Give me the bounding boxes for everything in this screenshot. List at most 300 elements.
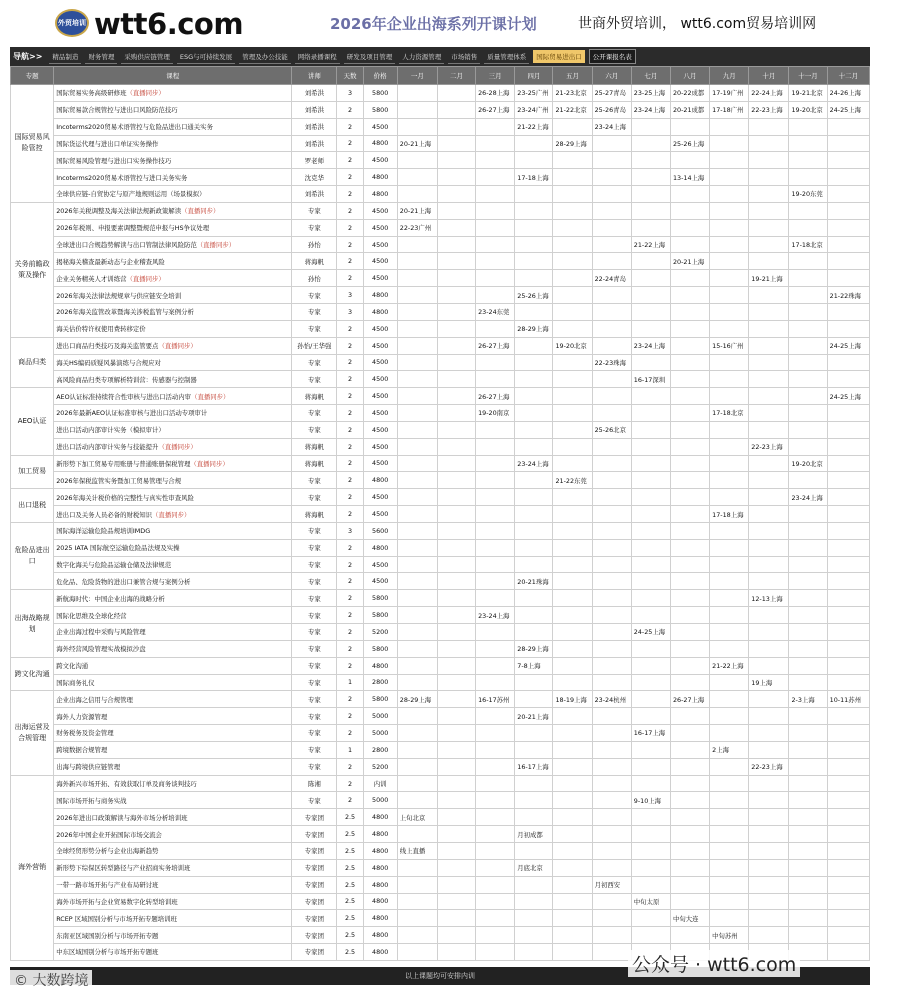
- schedule-cell[interactable]: 26-28上海: [476, 85, 515, 102]
- days-cell: 2: [337, 775, 363, 792]
- schedule-cell: [789, 775, 827, 792]
- schedule-cell[interactable]: 12-13上海: [749, 590, 789, 607]
- schedule-cell[interactable]: 21-23北京: [553, 85, 592, 102]
- schedule-cell: [437, 303, 475, 320]
- course-cell[interactable]: [54, 287, 292, 304]
- course-cell[interactable]: [54, 539, 292, 556]
- days-cell: 2: [337, 219, 363, 236]
- schedule-cell[interactable]: 24-26上海: [827, 85, 869, 102]
- topic-cell: 关务前瞻政策及操作: [11, 202, 54, 337]
- schedule-cell[interactable]: 2-3上海: [789, 691, 827, 708]
- lecturer-cell: 刘希洪: [292, 186, 337, 203]
- table-row: [11, 893, 870, 910]
- schedule-cell[interactable]: 21-22珠海: [827, 287, 869, 304]
- schedule-cell[interactable]: 20-21上海: [515, 708, 553, 725]
- col-header-jul: 七月: [631, 67, 670, 85]
- course-cell[interactable]: [54, 405, 292, 422]
- col-header-oct: 十月: [749, 67, 789, 85]
- schedule-cell: [437, 944, 475, 961]
- schedule-cell[interactable]: 月初西安: [592, 876, 631, 893]
- schedule-cell[interactable]: 22-24上海: [749, 85, 789, 102]
- course-cell[interactable]: [54, 842, 292, 859]
- schedule-cell: [789, 876, 827, 893]
- nav-item-hr[interactable]: 人力资源管理: [399, 50, 444, 64]
- schedule-cell[interactable]: 19-20东莞: [789, 186, 827, 203]
- schedule-cell[interactable]: 22-23上海: [749, 758, 789, 775]
- days-cell: 2: [337, 438, 363, 455]
- schedule-cell: [397, 489, 437, 506]
- schedule-cell[interactable]: 19-21北京: [789, 85, 827, 102]
- schedule-cell[interactable]: 10-11苏州: [827, 691, 869, 708]
- schedule-cell[interactable]: 2上海: [710, 741, 749, 758]
- schedule-cell[interactable]: 16-17深圳: [631, 371, 670, 388]
- schedule-cell: [553, 640, 592, 657]
- schedule-cell[interactable]: 24-25上海: [631, 624, 670, 641]
- course-cell[interactable]: [54, 826, 292, 843]
- schedule-cell[interactable]: 23-24上海: [476, 607, 515, 624]
- lecturer-cell: 专家: [292, 708, 337, 725]
- schedule-cell: [631, 472, 670, 489]
- nav-item-manufacturing[interactable]: 精品制造: [49, 50, 81, 64]
- schedule-cell: [437, 522, 475, 539]
- schedule-cell: [631, 590, 670, 607]
- schedule-cell: [592, 303, 631, 320]
- course-cell[interactable]: [54, 219, 292, 236]
- course-cell[interactable]: [54, 169, 292, 186]
- schedule-cell[interactable]: 19-20北京: [553, 337, 592, 354]
- course-cell[interactable]: [54, 522, 292, 539]
- schedule-cell[interactable]: 月初成都: [515, 826, 553, 843]
- course-cell[interactable]: [54, 657, 292, 674]
- course-cell[interactable]: [54, 741, 292, 758]
- course-cell[interactable]: [54, 236, 292, 253]
- course-cell[interactable]: [54, 624, 292, 641]
- course-cell[interactable]: [54, 455, 292, 472]
- schedule-cell[interactable]: 26-27上海: [476, 337, 515, 354]
- schedule-cell[interactable]: 25-27青岛: [592, 85, 631, 102]
- schedule-cell: [670, 826, 709, 843]
- course-name: 跨文化沟通: [56, 662, 89, 671]
- course-cell[interactable]: [54, 101, 292, 118]
- topic-cell: 商品归类: [11, 337, 54, 388]
- schedule-cell: [437, 624, 475, 641]
- schedule-cell[interactable]: 17-18上海: [515, 169, 553, 186]
- course-name: RCEP 区域国别分析与市场开拓专题培训班: [56, 914, 177, 923]
- schedule-cell: [789, 303, 827, 320]
- schedule-cell[interactable]: 25-26上海: [515, 287, 553, 304]
- schedule-cell[interactable]: 17-18广州: [710, 101, 749, 118]
- live-tag: （直播同步）: [196, 241, 236, 250]
- schedule-cell: [827, 792, 869, 809]
- course-cell[interactable]: [54, 320, 292, 337]
- schedule-cell[interactable]: 月底北京: [515, 859, 553, 876]
- schedule-cell: [592, 169, 631, 186]
- table-row: [11, 792, 870, 809]
- schedule-cell: [437, 826, 475, 843]
- schedule-cell: [397, 371, 437, 388]
- course-name: 中东区域国别分析与市场开拓专题班: [56, 948, 159, 957]
- schedule-cell[interactable]: 23-24上海: [515, 455, 553, 472]
- course-name: 新形势下综保区转型路径与产业招商实务培训班: [56, 864, 191, 873]
- price-cell: 4500: [363, 371, 397, 388]
- course-cell[interactable]: [54, 725, 292, 742]
- schedule-cell[interactable]: 13-14上海: [670, 169, 709, 186]
- schedule-cell[interactable]: 19-20南京: [476, 405, 515, 422]
- course-cell[interactable]: [54, 354, 292, 371]
- schedule-cell: [631, 354, 670, 371]
- course-cell[interactable]: [54, 337, 292, 354]
- schedule-cell: [553, 792, 592, 809]
- schedule-cell[interactable]: 20-22成都: [670, 85, 709, 102]
- schedule-cell: [789, 758, 827, 775]
- schedule-cell: [476, 640, 515, 657]
- nav-item-online-courses[interactable]: 网络录播课程: [295, 50, 340, 64]
- schedule-cell: [397, 944, 437, 961]
- schedule-cell[interactable]: 21-22上海: [710, 657, 749, 674]
- table-row: [11, 910, 870, 927]
- schedule-cell[interactable]: 中旬苏州: [710, 927, 749, 944]
- days-cell: 2.5: [337, 826, 363, 843]
- course-cell[interactable]: [54, 708, 292, 725]
- schedule-cell: [592, 624, 631, 641]
- course-cell[interactable]: [54, 691, 292, 708]
- schedule-cell: [631, 859, 670, 876]
- schedule-cell: [515, 842, 553, 859]
- schedule-cell: [476, 421, 515, 438]
- schedule-cell[interactable]: 22-24青岛: [592, 270, 631, 287]
- nav-item-signup[interactable]: 公开课报名表: [589, 49, 636, 64]
- course-name: 企业关务精英人才训练营: [56, 274, 127, 283]
- schedule-cell: [553, 421, 592, 438]
- schedule-cell[interactable]: 9-10上海: [631, 792, 670, 809]
- schedule-cell: [553, 674, 592, 691]
- nav-item-office-skills[interactable]: 管理及办公技能: [239, 50, 291, 64]
- schedule-cell: [437, 859, 475, 876]
- schedule-cell[interactable]: 22-23上海: [749, 438, 789, 455]
- schedule-cell: [827, 320, 869, 337]
- course-cell[interactable]: [54, 590, 292, 607]
- schedule-cell[interactable]: 20-21上海: [397, 202, 437, 219]
- schedule-cell: [710, 421, 749, 438]
- table-row: [11, 741, 870, 758]
- course-cell[interactable]: [54, 371, 292, 388]
- course-cell[interactable]: [54, 809, 292, 826]
- schedule-cell: [437, 573, 475, 590]
- schedule-cell: [670, 741, 709, 758]
- schedule-cell[interactable]: 上旬北京: [397, 809, 437, 826]
- course-name: 2026年税则、申报要素调整暨规范申报与HS争议处理: [56, 224, 210, 233]
- course-cell[interactable]: [54, 472, 292, 489]
- schedule-cell: [670, 472, 709, 489]
- nav-item-finance[interactable]: 财务管理: [85, 50, 117, 64]
- live-tag: （直播同步）: [152, 510, 191, 519]
- schedule-cell: [749, 169, 789, 186]
- table-row: [11, 472, 870, 489]
- course-cell[interactable]: [54, 893, 292, 910]
- col-header-feb: 二月: [437, 67, 475, 85]
- course-cell[interactable]: [54, 85, 292, 102]
- schedule-cell[interactable]: 15-16广州: [710, 337, 749, 354]
- course-cell[interactable]: [54, 118, 292, 135]
- course-cell[interactable]: [54, 556, 292, 573]
- schedule-cell[interactable]: 19-21上海: [749, 270, 789, 287]
- schedule-cell: [476, 674, 515, 691]
- table-row: [11, 405, 870, 422]
- schedule-cell: [631, 910, 670, 927]
- course-cell[interactable]: [54, 303, 292, 320]
- table-row: [11, 287, 870, 304]
- schedule-cell[interactable]: 28-29上海: [515, 640, 553, 657]
- schedule-cell[interactable]: 28-29上海: [397, 691, 437, 708]
- schedule-cell[interactable]: 7-8上海: [515, 657, 553, 674]
- course-cell[interactable]: [54, 910, 292, 927]
- schedule-cell: [710, 876, 749, 893]
- price-cell: 4500: [363, 556, 397, 573]
- schedule-cell: [827, 219, 869, 236]
- schedule-cell[interactable]: 25-26青岛: [592, 101, 631, 118]
- schedule-cell: [789, 893, 827, 910]
- schedule-cell[interactable]: 23-24杭州: [592, 691, 631, 708]
- schedule-cell[interactable]: 17-18上海: [710, 506, 749, 523]
- days-cell: 3: [337, 287, 363, 304]
- schedule-cell[interactable]: 线上直播: [397, 842, 437, 859]
- schedule-cell: [437, 910, 475, 927]
- schedule-cell[interactable]: 23-24上海: [631, 337, 670, 354]
- schedule-cell: [553, 186, 592, 203]
- schedule-cell[interactable]: 26-27上海: [476, 388, 515, 405]
- schedule-cell[interactable]: 17-18北京: [789, 236, 827, 253]
- schedule-cell: [670, 859, 709, 876]
- schedule-cell[interactable]: 24-25上海: [827, 337, 869, 354]
- schedule-cell: [476, 792, 515, 809]
- schedule-cell[interactable]: 23-24上海: [592, 118, 631, 135]
- course-cell[interactable]: [54, 253, 292, 270]
- schedule-cell: [553, 826, 592, 843]
- nav-item-quality[interactable]: 质量管理体系: [484, 50, 529, 64]
- schedule-cell[interactable]: 18-19上海: [553, 691, 592, 708]
- schedule-cell[interactable]: 24-25上海: [827, 388, 869, 405]
- schedule-cell: [515, 270, 553, 287]
- schedule-cell: [710, 539, 749, 556]
- schedule-cell: [397, 708, 437, 725]
- schedule-cell: [749, 792, 789, 809]
- schedule-cell: [553, 152, 592, 169]
- schedule-cell[interactable]: 28-29上海: [515, 320, 553, 337]
- schedule-cell: [515, 624, 553, 641]
- course-name: Incoterms2020贸易术语管控与危险品进出口通关实务: [56, 123, 213, 132]
- schedule-cell[interactable]: 20-21成都: [670, 101, 709, 118]
- nav-home-label[interactable]: 导航>>: [13, 52, 43, 61]
- schedule-cell: [437, 135, 475, 152]
- days-cell: 2.5: [337, 859, 363, 876]
- col-header-days: 天数: [337, 67, 363, 85]
- schedule-cell[interactable]: 22-23上海: [749, 101, 789, 118]
- schedule-cell[interactable]: 25-26北京: [592, 421, 631, 438]
- live-tag: （直播同步）: [158, 342, 197, 351]
- nav-item-trade[interactable]: 国际贸易进出口: [533, 50, 585, 63]
- schedule-cell: [476, 876, 515, 893]
- schedule-cell[interactable]: 中旬太原: [631, 893, 670, 910]
- course-cell[interactable]: [54, 489, 292, 506]
- schedule-cell: [437, 186, 475, 203]
- schedule-cell: [437, 893, 475, 910]
- schedule-cell: [437, 236, 475, 253]
- course-cell[interactable]: [54, 859, 292, 876]
- schedule-cell[interactable]: 22-23广州: [397, 219, 437, 236]
- schedule-cell[interactable]: 21-22东莞: [553, 472, 592, 489]
- course-cell[interactable]: [54, 927, 292, 944]
- course-name: 2025 IATA 国际航空运输危险品法规及实操: [56, 544, 180, 553]
- schedule-cell[interactable]: 26-27上海: [476, 101, 515, 118]
- schedule-cell[interactable]: 23-24上海: [789, 489, 827, 506]
- schedule-cell: [670, 405, 709, 422]
- schedule-cell[interactable]: 19-20北京: [789, 101, 827, 118]
- schedule-cell: [670, 371, 709, 388]
- course-cell[interactable]: [54, 640, 292, 657]
- schedule-cell: [437, 337, 475, 354]
- schedule-cell[interactable]: 22-23珠海: [592, 354, 631, 371]
- nav-item-rnd[interactable]: 研发及项目管理: [344, 50, 396, 64]
- table-row: [11, 607, 870, 624]
- price-cell: 4500: [363, 320, 397, 337]
- schedule-cell[interactable]: 20-21上海: [397, 135, 437, 152]
- schedule-cell[interactable]: 20-21上海: [670, 253, 709, 270]
- schedule-cell[interactable]: 24-25上海: [827, 101, 869, 118]
- days-cell: 2: [337, 455, 363, 472]
- schedule-cell[interactable]: 中旬大连: [670, 910, 709, 927]
- price-cell: 4800: [363, 169, 397, 186]
- schedule-cell[interactable]: 16-17上海: [631, 725, 670, 742]
- schedule-cell: [789, 405, 827, 422]
- lecturer-cell: 专家: [292, 725, 337, 742]
- schedule-cell[interactable]: 23-25广州: [515, 85, 553, 102]
- schedule-cell: [749, 910, 789, 927]
- site-name[interactable]: wtt6.com: [94, 7, 244, 41]
- table-row: [11, 859, 870, 876]
- schedule-cell[interactable]: 19-20北京: [789, 455, 827, 472]
- schedule-cell[interactable]: 21-22北京: [553, 101, 592, 118]
- schedule-cell[interactable]: 16-17苏州: [476, 691, 515, 708]
- course-cell[interactable]: [54, 388, 292, 405]
- course-cell[interactable]: [54, 775, 292, 792]
- schedule-cell[interactable]: 23-25上海: [631, 85, 670, 102]
- schedule-cell[interactable]: 25-26上海: [670, 135, 709, 152]
- schedule-cell: [789, 640, 827, 657]
- schedule-cell: [437, 842, 475, 859]
- schedule-cell[interactable]: 23-24上海: [631, 101, 670, 118]
- course-cell[interactable]: [54, 573, 292, 590]
- schedule-cell: [789, 725, 827, 742]
- schedule-cell[interactable]: 16-17上海: [515, 758, 553, 775]
- footer-note: 以上课题均可安排内训: [10, 967, 870, 985]
- nav-item-supply-chain[interactable]: 采购供应链管理: [121, 50, 173, 64]
- course-name: 海外市场开拓与企业贸易数字化转型培训班: [56, 897, 178, 906]
- schedule-cell: [476, 472, 515, 489]
- schedule-cell[interactable]: 21-22上海: [515, 118, 553, 135]
- course-cell[interactable]: [54, 607, 292, 624]
- course-cell[interactable]: [54, 944, 292, 961]
- course-cell[interactable]: [54, 792, 292, 809]
- schedule-cell: [397, 85, 437, 102]
- days-cell: 2: [337, 590, 363, 607]
- schedule-cell: [553, 910, 592, 927]
- schedule-cell: [476, 910, 515, 927]
- course-cell[interactable]: [54, 506, 292, 523]
- days-cell: 1: [337, 741, 363, 758]
- schedule-cell: [670, 219, 709, 236]
- course-cell[interactable]: [54, 438, 292, 455]
- course-cell[interactable]: [54, 421, 292, 438]
- schedule-cell: [749, 152, 789, 169]
- lecturer-cell: 蒋海帆: [292, 455, 337, 472]
- days-cell: 2: [337, 354, 363, 371]
- schedule-cell[interactable]: 23-24广州: [515, 101, 553, 118]
- schedule-cell: [515, 202, 553, 219]
- schedule-cell: [631, 287, 670, 304]
- course-cell[interactable]: [54, 135, 292, 152]
- nav-item-sales[interactable]: 市场销售: [448, 50, 480, 64]
- course-name: 国际贸易实务高级研修班: [56, 89, 127, 98]
- days-cell: 2: [337, 539, 363, 556]
- price-cell: 4500: [363, 421, 397, 438]
- schedule-cell: [515, 944, 553, 961]
- schedule-cell[interactable]: 21-22上海: [631, 236, 670, 253]
- course-cell[interactable]: [54, 202, 292, 219]
- table-row: [11, 826, 870, 843]
- schedule-cell[interactable]: 17-19广州: [710, 85, 749, 102]
- lecturer-cell: 专家团: [292, 842, 337, 859]
- schedule-cell: [515, 388, 553, 405]
- schedule-cell[interactable]: 19上海: [749, 674, 789, 691]
- course-cell[interactable]: [54, 186, 292, 203]
- lecturer-cell: 罗老师: [292, 152, 337, 169]
- schedule-cell: [397, 287, 437, 304]
- price-cell: 2800: [363, 674, 397, 691]
- course-name: Incoterms2020贸易术语管控与进口关务实务: [56, 173, 188, 182]
- schedule-cell[interactable]: 20-21珠海: [515, 573, 553, 590]
- schedule-cell[interactable]: 23-24东莞: [476, 303, 515, 320]
- course-cell[interactable]: [54, 674, 292, 691]
- schedule-cell: [670, 927, 709, 944]
- schedule-cell: [397, 910, 437, 927]
- course-cell[interactable]: [54, 152, 292, 169]
- col-header-aug: 八月: [670, 67, 709, 85]
- schedule-cell[interactable]: 17-18北京: [710, 405, 749, 422]
- schedule-cell[interactable]: 28-29上海: [553, 135, 592, 152]
- course-name: 国际商务礼仪: [56, 678, 95, 687]
- nav-item-esg[interactable]: ESG与可持续发展: [177, 50, 235, 64]
- schedule-cell[interactable]: 26-27上海: [670, 691, 709, 708]
- schedule-cell: [670, 337, 709, 354]
- live-tag: （直播同步）: [181, 207, 220, 216]
- schedule-cell: [710, 556, 749, 573]
- schedule-cell: [592, 472, 631, 489]
- schedule-cell: [437, 85, 475, 102]
- course-cell[interactable]: [54, 758, 292, 775]
- schedule-cell: [631, 708, 670, 725]
- course-cell[interactable]: [54, 270, 292, 287]
- schedule-cell: [437, 152, 475, 169]
- table-header-row: [11, 67, 870, 85]
- days-cell: 2: [337, 657, 363, 674]
- schedule-cell: [592, 775, 631, 792]
- lecturer-cell: 专家团: [292, 809, 337, 826]
- table-row: [11, 556, 870, 573]
- schedule-cell: [515, 674, 553, 691]
- schedule-cell: [749, 725, 789, 742]
- course-cell[interactable]: [54, 876, 292, 893]
- schedule-cell: [592, 135, 631, 152]
